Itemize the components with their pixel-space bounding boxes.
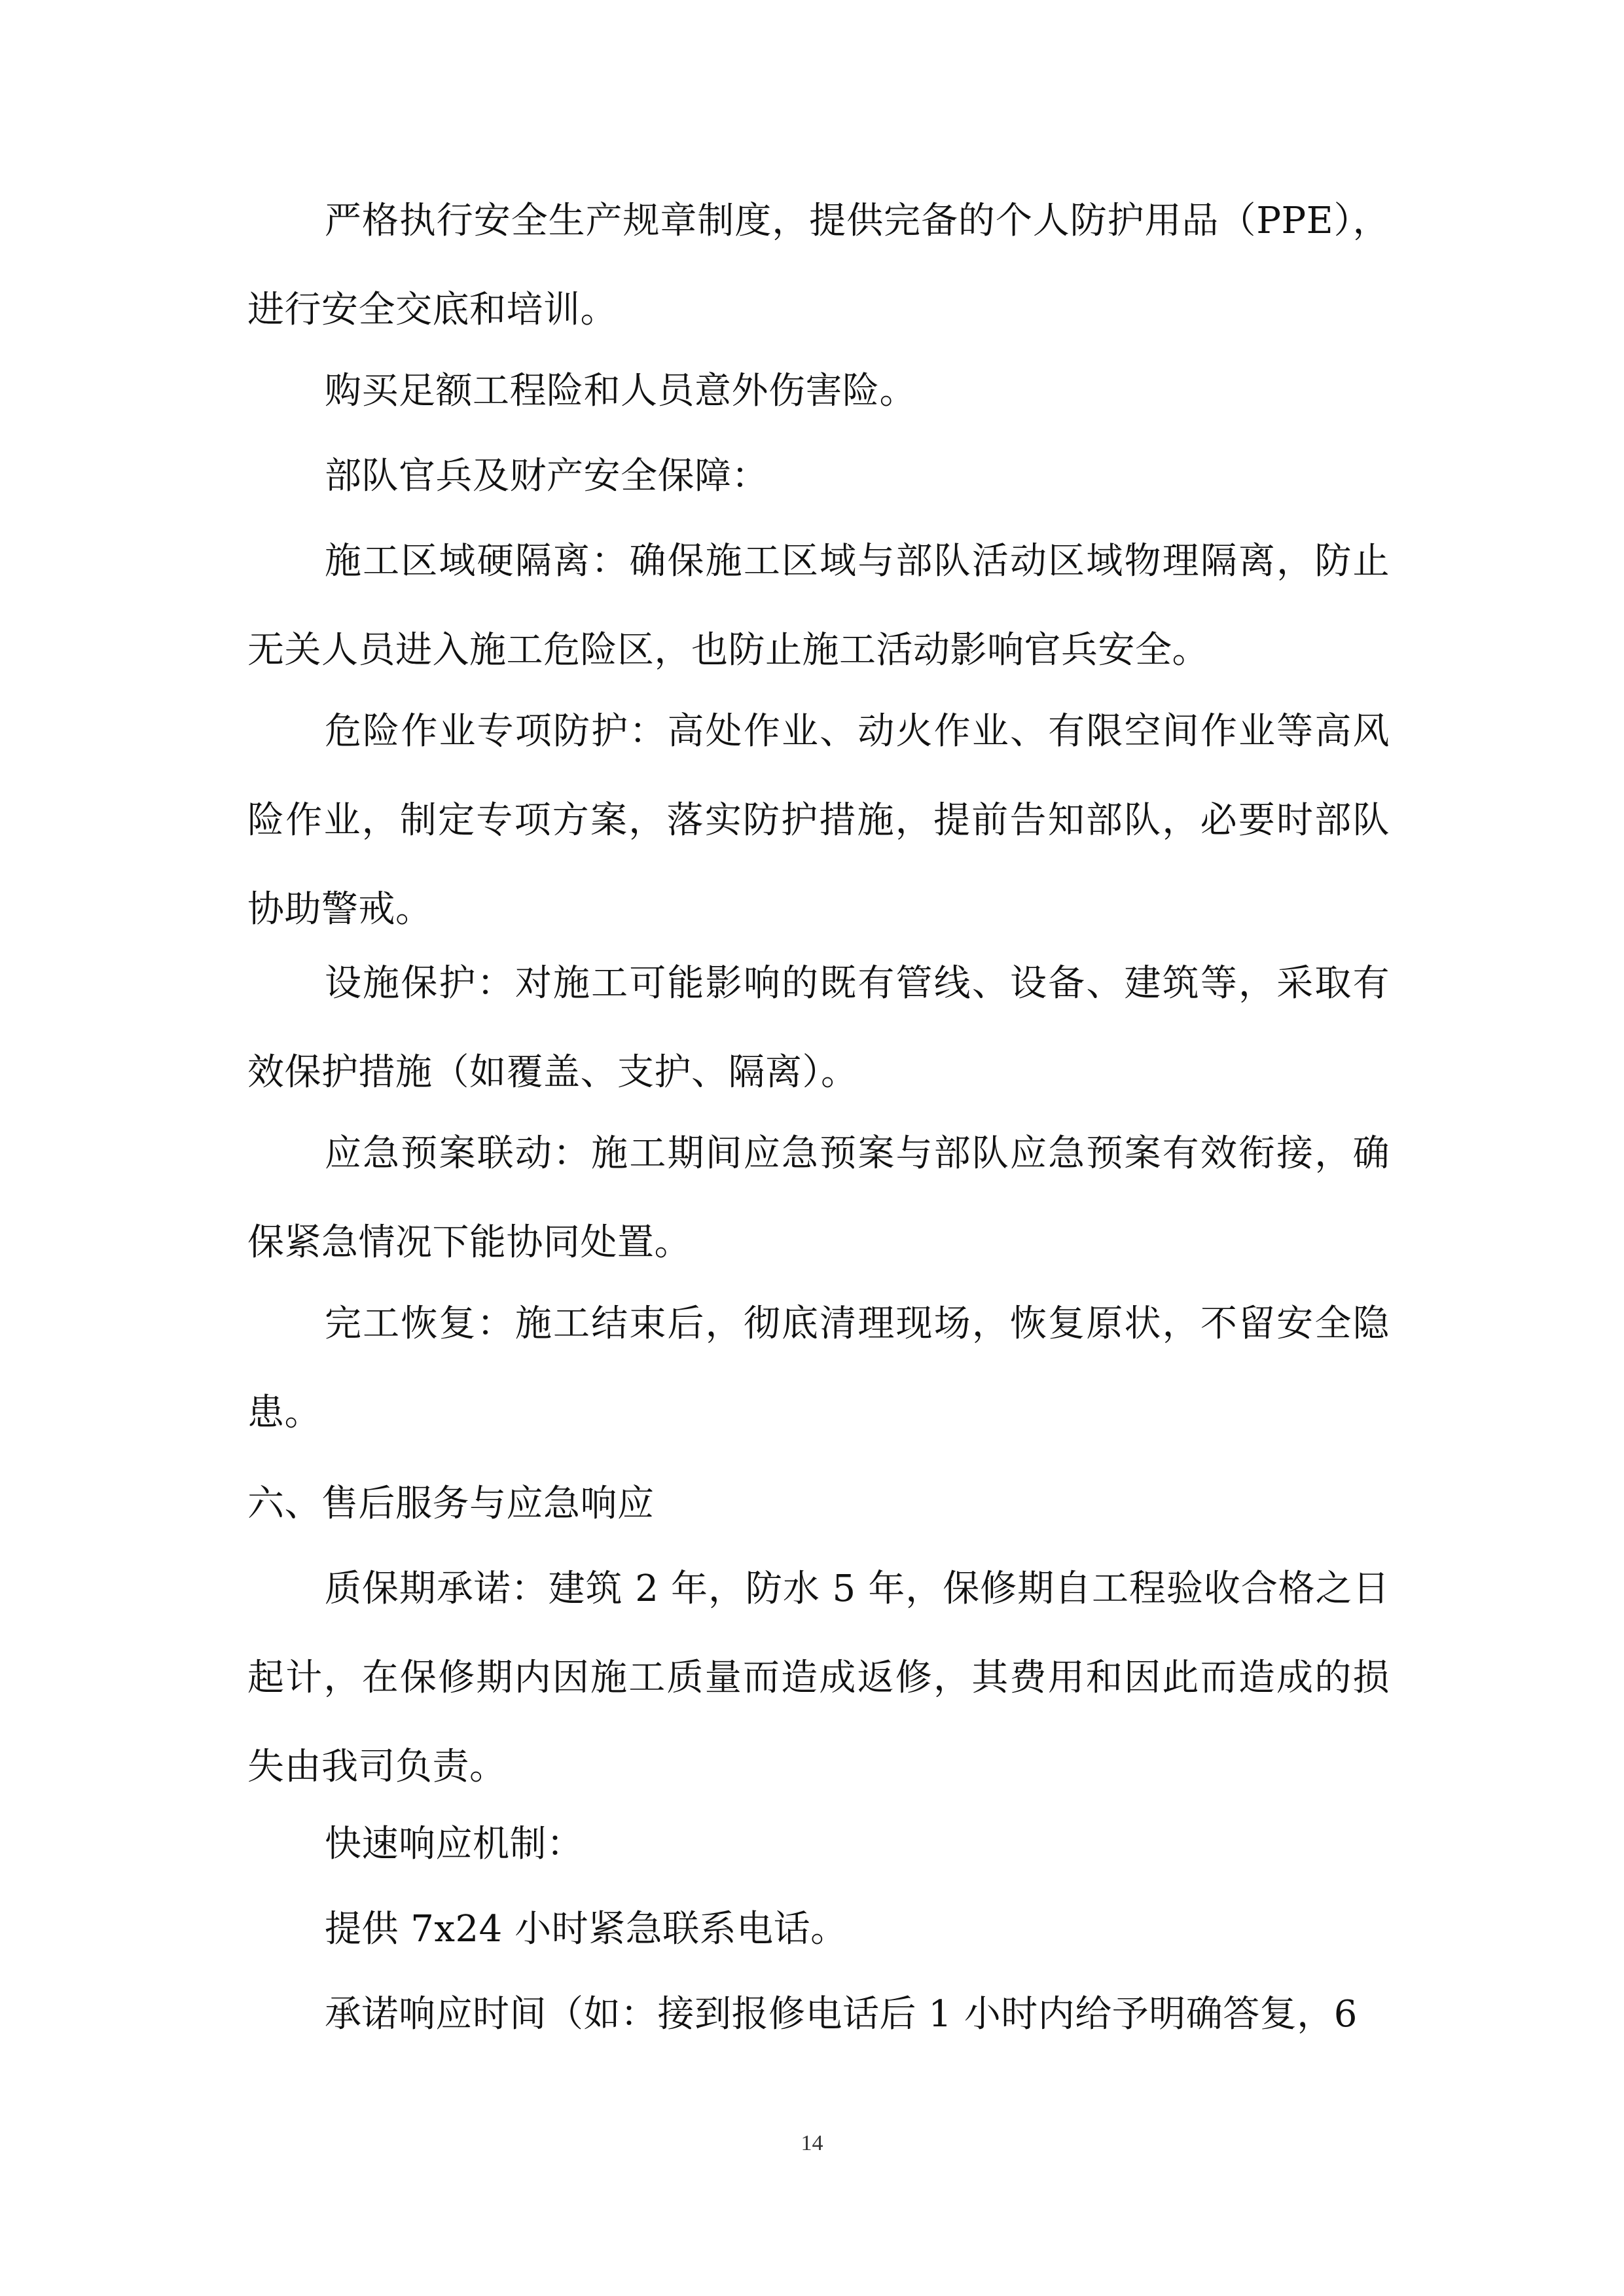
paragraph-ppe: 严格执行安全生产规章制度，提供完备的个人防护用品（PPE），进行安全交底和培训。 — [247, 200, 1390, 331]
paragraph-hotline: 提供 7x24 小时紧急联系电话。 — [325, 1908, 848, 1950]
paragraph-hazard-protection: 危险作业专项防护：高处作业、动火作业、有限空间作业等高风险作业，制定专项方案，落实防护措施，提前告知部队，必要时部队协助警戒。 — [247, 710, 1390, 931]
page-number: 14 — [801, 2131, 823, 2155]
paragraph-insurance: 购买足额工程险和人员意外伤害险。 — [325, 370, 916, 412]
section-heading: 六、售后服务与应急响应 — [247, 1482, 655, 1525]
paragraph-response-mechanism: 快速响应机制： — [325, 1823, 584, 1865]
paragraph-emergency-plan: 应急预案联动：施工期间应急预案与部队应急预案有效衔接，确保紧急情况下能协同处置。 — [247, 1132, 1390, 1264]
paragraph-warranty: 质保期承诺：建筑 2 年，防水 5 年，保修期自工程验收合格之日起计，在保修期内因施工质量而造成返修，其费用和因此而造成的损失由我司负责。 — [247, 1568, 1390, 1788]
paragraph-completion-restore: 完工恢复：施工结束后，彻底清理现场，恢复原状，不留安全隐患。 — [247, 1302, 1390, 1434]
paragraph-troop-safety: 部队官兵及财产安全保障： — [325, 455, 768, 497]
paragraph-facility-protection: 设施保护：对施工可能影响的既有管线、设备、建筑等，采取有效保护措施（如覆盖、支护、隔离）。 — [247, 962, 1390, 1094]
paragraph-response-time: 承诺响应时间（如：接到报修电话后 1 小时内给予明确答复，6 — [325, 1993, 1358, 2036]
paragraph-hard-isolation: 施工区域硬隔离：确保施工区域与部队活动区域物理隔离，防止无关人员进入施工危险区，也防止施工活动影响官兵安全。 — [247, 540, 1390, 672]
